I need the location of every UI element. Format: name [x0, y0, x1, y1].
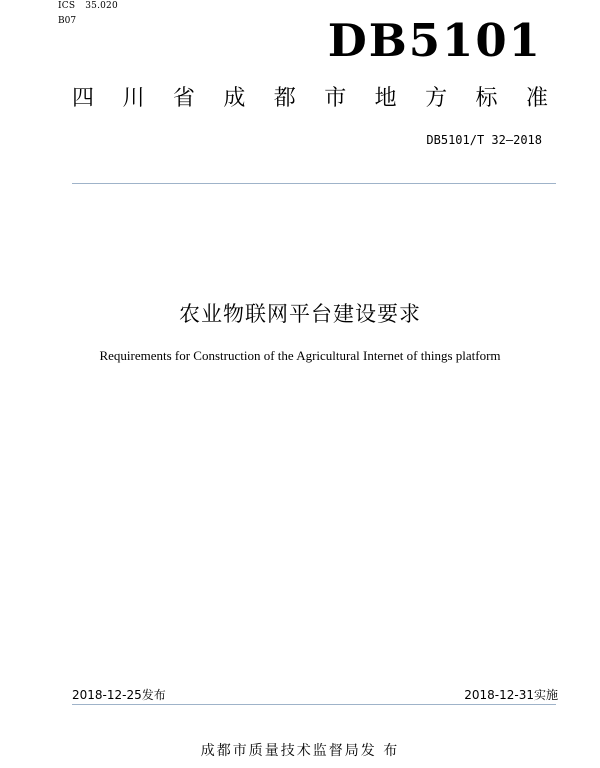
category-char: 准: [525, 86, 548, 111]
category-char: 标: [475, 86, 498, 111]
header-divider: [72, 183, 556, 184]
ccs-code: B07: [58, 16, 77, 26]
ics-code: 35.020: [85, 1, 118, 11]
publish-date: 2018-12-25发布: [72, 688, 166, 702]
issuing-authority: 成都市质量技术监督局发 布: [200, 743, 400, 759]
category-char: 地: [374, 86, 397, 111]
footer-divider: [72, 704, 556, 705]
category-char: 都: [273, 86, 296, 111]
category-char: 方: [425, 86, 448, 111]
standard-number: DB5101/T 32—2018: [426, 133, 542, 147]
category-char: 成: [223, 86, 246, 111]
category-char: 省: [172, 86, 195, 111]
standard-category: [72, 88, 548, 110]
implementation-date: 2018-12-31实施: [464, 688, 558, 702]
document-title-english: Requirements for Construction of the Agricultural Internet of things platform: [99, 348, 501, 363]
category-char: 川: [122, 86, 145, 111]
ics-label: ICS: [58, 1, 76, 11]
category-char: 市: [324, 86, 347, 111]
standard-brand-code: DB5101: [327, 14, 542, 67]
ics-classification: [58, 1, 118, 11]
category-char: 四: [72, 86, 95, 111]
document-title-chinese: 农业物联网平台建设要求: [179, 302, 421, 326]
